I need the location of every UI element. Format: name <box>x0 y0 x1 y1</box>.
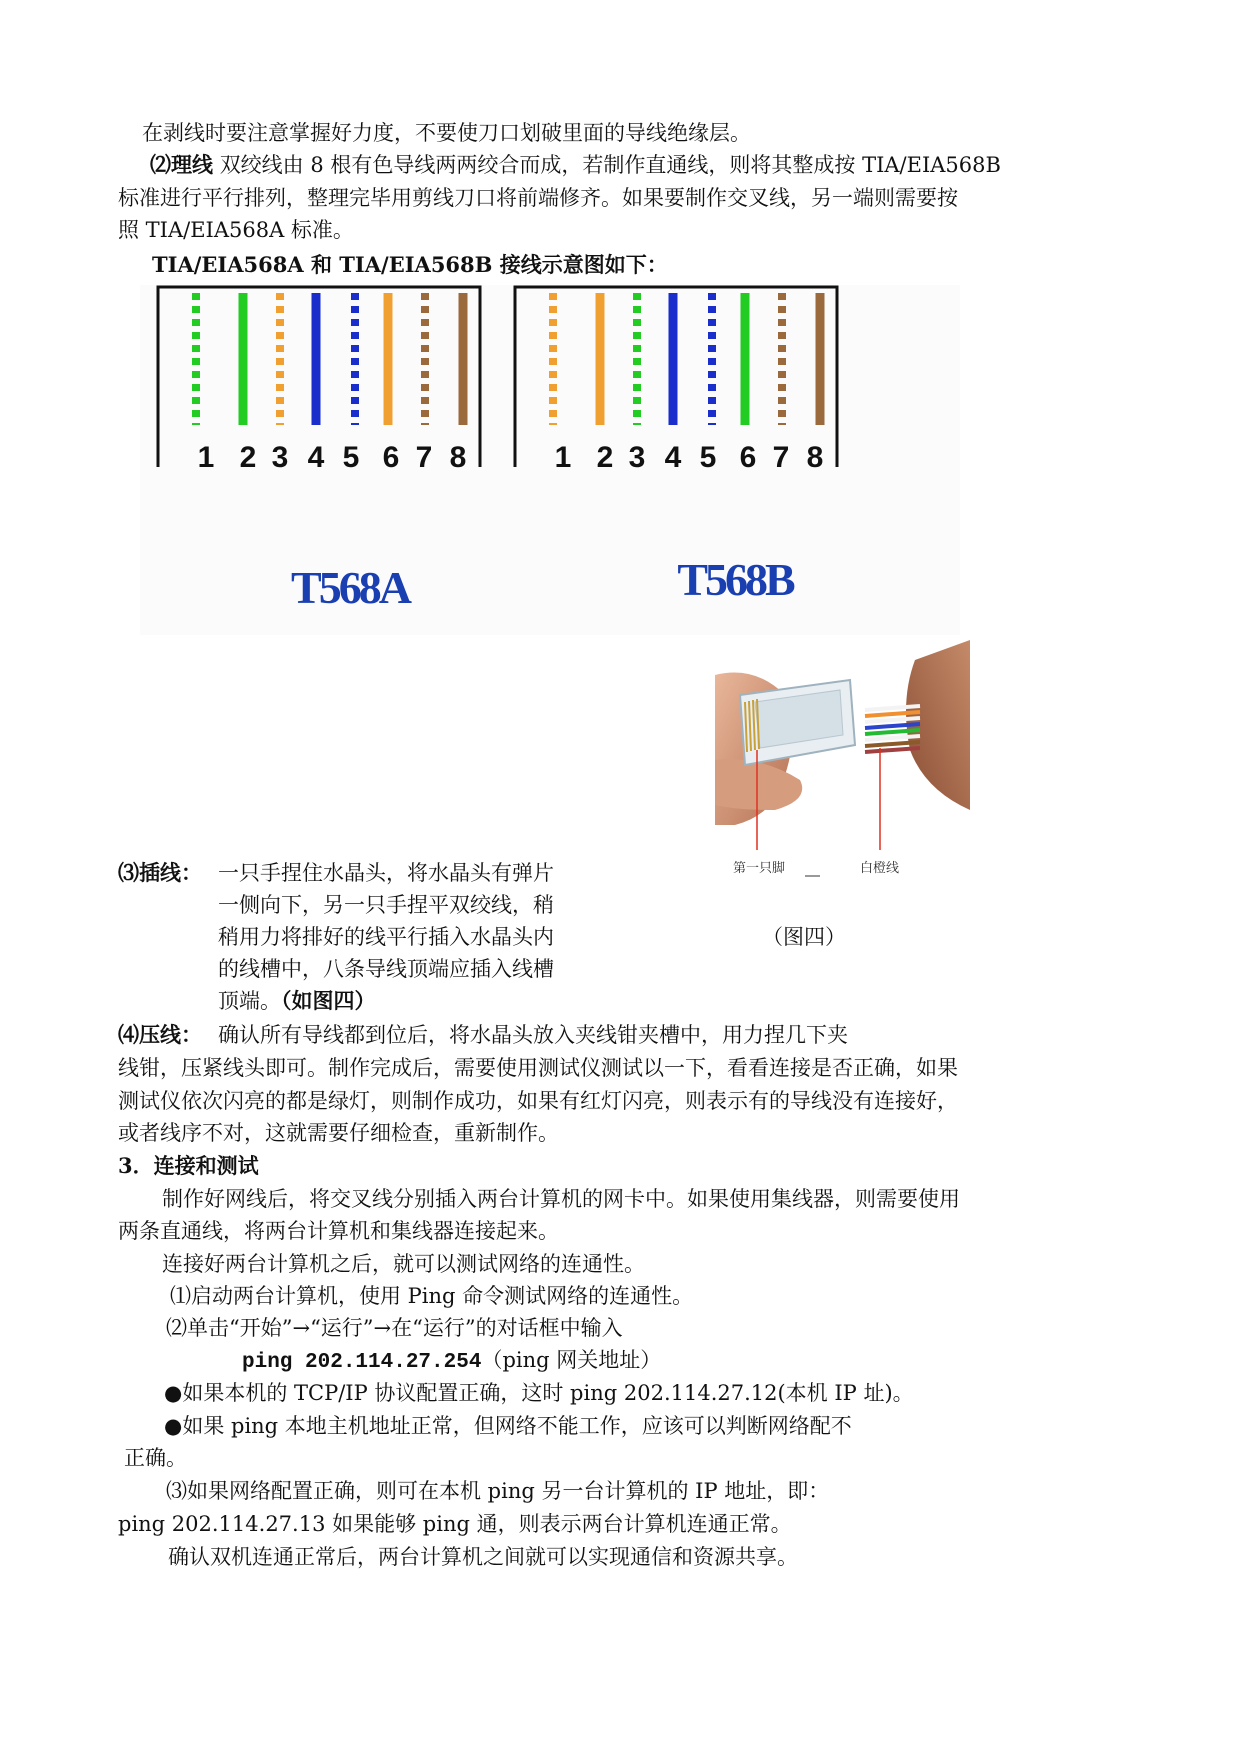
para-arrange-line2: 标准进行平行排列，整理完毕用剪线刀口将前端修齐。如果要制作交叉线，另一端则需要按 <box>118 186 958 210</box>
para-arrange-line3: 照 TIA/EIA568A 标准。 <box>118 218 354 242</box>
step4-line3: 测试仪依次闪亮的都是绿灯，则制作成功，如果有红灯闪亮，则表示有的导线没有连接好， <box>118 1089 958 1113</box>
ping-peer-line: ping 202.114.27.13 如果能够 ping 通，则表示两台计算机连通正常。 <box>118 1512 792 1536</box>
t568b-pin-label-8: 8 <box>806 441 824 474</box>
section3-title: 3．连接和测试 <box>118 1153 259 1178</box>
section3-step3: ⑶如果网络配置正确，则可在本机 ping 另一台计算机的 IP 地址，即： <box>166 1479 830 1503</box>
label-first-pin: 第一只脚 <box>733 861 786 876</box>
t568a-pin-label-7: 7 <box>415 441 433 474</box>
step3-line4: 的线槽中，八条导线顶端应插入线槽 <box>218 957 554 981</box>
step3-heading: ⑶插线： <box>118 860 202 885</box>
bullet-network-fail: ●如果 ping 本地主机地址正常，但网络不能工作，应该可以判断网络配不 <box>164 1414 852 1438</box>
t568b-pin-label-4: 4 <box>664 441 682 474</box>
t568b-pin-label-7: 7 <box>772 441 790 474</box>
t568b-pin-label-2: 2 <box>596 441 614 474</box>
section3-step1: ⑴启动两台计算机，使用 Ping 命令测试网络的连通性。 <box>170 1284 694 1308</box>
bullet-local-ok: ●如果本机的 TCP/IP 协议配置正确，这时 ping 202.114.27.12(本机 IP 址)。 <box>164 1381 914 1405</box>
step3-line5 <box>218 986 376 1016</box>
wiring-diagram-svg <box>140 285 960 635</box>
diagram-intro-heading: TIA/EIA568A 和 TIA/EIA568B 接线示意图如下： <box>152 252 668 277</box>
t568a-pin-label-1: 1 <box>197 441 215 474</box>
t568a-pin-label-3: 3 <box>271 441 289 474</box>
t568a-pin-label-2: 2 <box>239 441 257 474</box>
t568a-pin-label-6: 6 <box>382 441 400 474</box>
section3-step2: ⑵单击“开始”→“运行”→在“运行”的对话框中输入 <box>166 1316 623 1340</box>
bullet-network-fail-cont: 正确。 <box>124 1446 187 1470</box>
step3-line2: 一侧向下，另一只手捏平双绞线，稍 <box>218 893 554 917</box>
wiring-diagram <box>140 285 960 635</box>
step2-text: 双绞线由 8 根有色导线两两绞合而成，若制作直通线，则将其整成按 TIA/EIA568B <box>219 153 1001 177</box>
t568b-pin-label-1: 1 <box>554 441 572 474</box>
step3-line1: 一只手捏住水晶头，将水晶头有弹片 <box>218 861 554 885</box>
step4-line4: 或者线序不对，这就需要仔细检查，重新制作。 <box>118 1121 559 1145</box>
section3-line1: 制作好网线后，将交叉线分别插入两台计算机的网卡中。如果使用集线器，则需要使用 <box>162 1187 960 1211</box>
t568b-pin-label-6: 6 <box>739 441 757 474</box>
t568a-title: T568A <box>291 562 409 613</box>
para-arrange-line1 <box>150 150 1001 180</box>
step4-line2: 线钳，压紧线头即可。制作完成后，需要使用测试仪测试以一下，看看连接是否正确，如果 <box>118 1056 958 1080</box>
step2-heading: ⑵理线 <box>150 152 213 177</box>
para-stripping-note: 在剥线时要注意掌握好力度，不要使刀口划破里面的导线绝缘层。 <box>142 121 751 145</box>
section3-conclusion: 确认双机连通正常后，两台计算机之间就可以实现通信和资源共享。 <box>168 1545 798 1569</box>
t568b-pin-label-3: 3 <box>628 441 646 474</box>
ping-gateway-command: ping 202.114.27.254 <box>242 1351 482 1374</box>
ping-gateway-line <box>242 1345 661 1378</box>
figure-reference: （如图四） <box>281 988 376 1013</box>
t568a-pin-label-5: 5 <box>342 441 360 474</box>
section3-line2: 两条直通线，将两台计算机和集线器连接起来。 <box>118 1219 559 1243</box>
left-thumb <box>715 759 802 810</box>
t568b-title: T568B <box>677 554 793 605</box>
connector-photo-svg <box>715 640 970 880</box>
ping-gateway-note: （ping 网关地址） <box>481 1348 662 1372</box>
t568b-pin-label-5: 5 <box>699 441 717 474</box>
step4-heading: ⑷压线： <box>118 1022 202 1047</box>
t568a-pin-label-8: 8 <box>449 441 467 474</box>
step4-line1: 确认所有导线都到位后，将水晶头放入夹线钳夹槽中，用力捏几下夹 <box>218 1023 848 1047</box>
figure-caption: （图四） <box>762 925 846 949</box>
connector-photo <box>715 640 970 880</box>
section3-line3: 连接好两台计算机之后，就可以测试网络的连通性。 <box>162 1252 645 1276</box>
step3-line3: 稍用力将排好的线平行插入水晶头内 <box>218 925 554 949</box>
t568a-pin-label-4: 4 <box>307 441 325 474</box>
label-white-orange: 白橙线 <box>860 861 900 876</box>
step3-line5-text: 顶端。 <box>218 989 281 1013</box>
